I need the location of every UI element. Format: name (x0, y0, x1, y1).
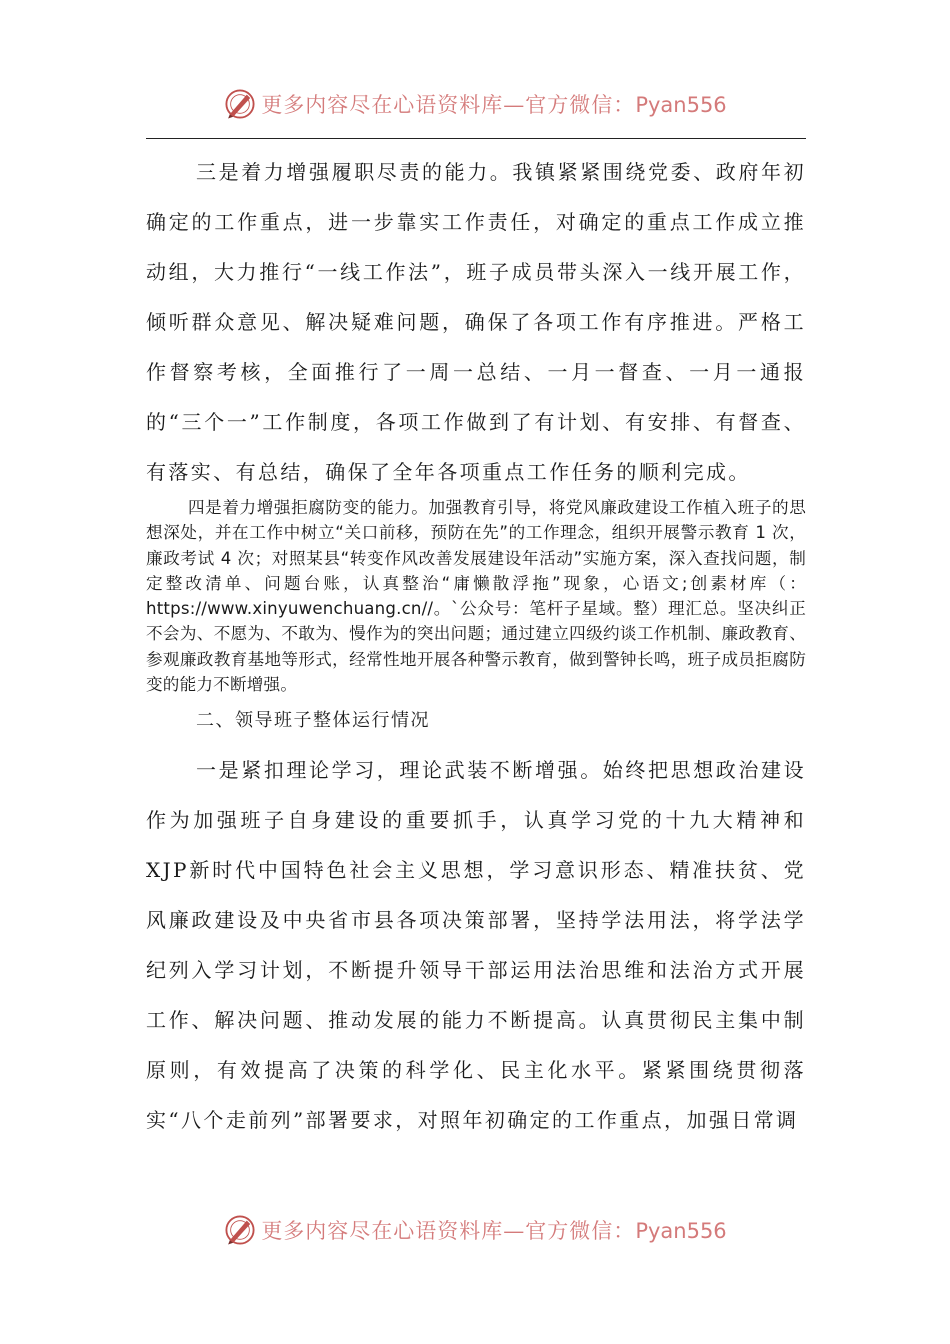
header-rule (146, 138, 806, 139)
paragraph-one-text: 一是紧扣理论学习，理论武装不断增强。始终把思想政治建设作为加强班子自身建设的重要抓手，认真学习党的十九大精神和XJP新时代中国特色社会主义思想，学习意识形态、精准扶贫、党风廉政建设及中央省市县各项决策部署，坚持学法用法，将学法学纪列入学习计划，不断提升领导干部运用法治思维和法治方式开展工作、解决问题、推动发展的能力不断提高。认真贯彻民主集中制原则，有效提高了决策的科学化、民主化水平。紧紧围绕贯彻落实“八个走前列”部署要求，对照年初确定的工作重点，加强日常调 (146, 758, 806, 1132)
header-banner (0, 82, 950, 126)
pen-logo-icon (223, 1213, 257, 1247)
paragraph-one (146, 745, 806, 1145)
wechat-id: Pyan556 (635, 93, 727, 117)
section-heading: 二、领导班子整体运行情况 (196, 710, 430, 731)
pen-logo-icon (223, 87, 257, 121)
footer-banner (0, 1208, 950, 1252)
banner-text (261, 1215, 726, 1245)
paragraph-four-text: 四是着力增强拒腐防变的能力。加强教育引导，将党风廉政建设工作植入班子的思想深处，并在工作中树立“关口前移，预防在先”的工作理念，组织开展警示教育 1 次，廉政考试 4 次；对照某县“转变作风改善发展建设年活动”实施方案，深入查找问题，制定整改清单、问题台账，认真整治“庸懒散浮拖”现象，心语文;创素材库（：https://www.xinyuwenchuang.cn//。`公众号：笔杆子星域。整）理汇总。坚决纠正不会为、不愿为、不敢为、慢作为的突出问题；通过建立四级约谈工作机制、廉政教育、参观廉政教育基地等形式，经常性地开展各种警示教育，做到警钟长鸣，班子成员拒腐防变的能力不断增强。 (146, 498, 806, 695)
wechat-id: Pyan556 (635, 1219, 727, 1243)
banner-label: 更多内容尽在心语资料库—官方微信： (261, 93, 636, 117)
banner-label: 更多内容尽在心语资料库—官方微信： (261, 1219, 636, 1243)
paragraph-three (146, 147, 806, 497)
paragraph-four (146, 495, 806, 697)
paragraph-three-text: 三是着力增强履职尽责的能力。我镇紧紧围绕党委、政府年初确定的工作重点，进一步靠实工作责任，对确定的重点工作成立推动组，大力推行“一线工作法”，班子成员带头深入一线开展工作，倾听群众意见、解决疑难问题，确保了各项工作有序推进。严格工作督察考核，全面推行了一周一总结、一月一督查、一月一通报的“三个一”工作制度，各项工作做到了有计划、有安排、有督查、有落实、有总结，确保了全年各项重点工作任务的顺利完成。 (146, 160, 806, 484)
banner-text (261, 89, 726, 119)
